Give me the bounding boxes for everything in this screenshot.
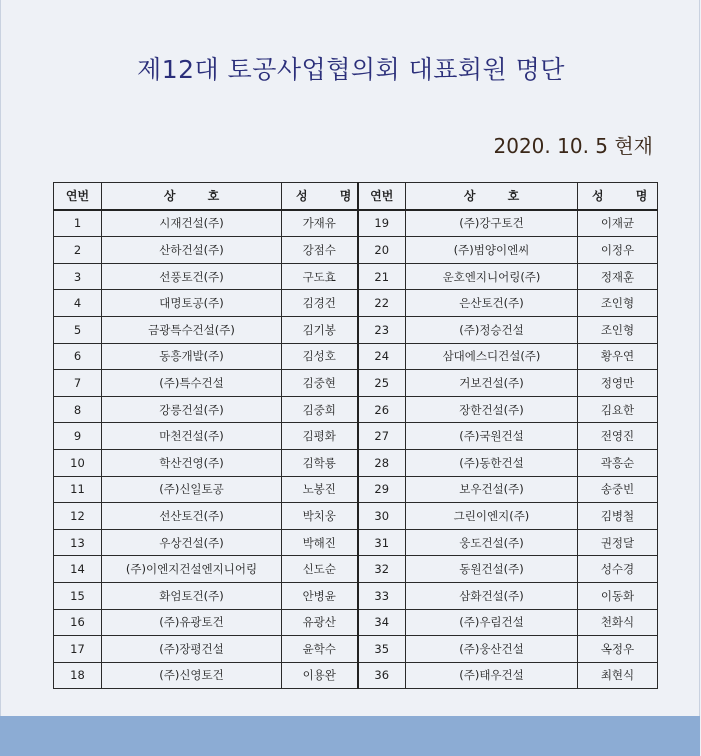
cell-name: 이동화 — [578, 582, 658, 609]
cell-name: 윤학수 — [282, 636, 358, 663]
cell-name: 정재훈 — [578, 263, 658, 290]
cell-name: 정영만 — [578, 370, 658, 397]
cell-no: 20 — [358, 237, 406, 264]
cell-name: 송중빈 — [578, 476, 658, 503]
table-row — [54, 370, 658, 397]
header-no: 연번 — [54, 183, 102, 210]
cell-no: 27 — [358, 423, 406, 450]
table-row — [54, 503, 658, 530]
cell-company: 대명토공(주) — [102, 290, 282, 317]
cell-no: 23 — [358, 316, 406, 343]
header-no: 연번 — [358, 183, 406, 210]
cell-name: 곽흥순 — [578, 449, 658, 476]
cell-company: (주)이엔지건설엔지니어링 — [102, 556, 282, 583]
cell-no: 12 — [54, 503, 102, 530]
cell-company: 거보건설(주) — [406, 370, 578, 397]
cell-name: 김평화 — [282, 423, 358, 450]
cell-name: 김중현 — [282, 370, 358, 397]
cell-no: 3 — [54, 263, 102, 290]
cell-name: 천화식 — [578, 609, 658, 636]
table-row — [54, 662, 658, 689]
cell-no: 14 — [54, 556, 102, 583]
cell-no: 24 — [358, 343, 406, 370]
table-row — [54, 396, 658, 423]
cell-company: (주)장평건설 — [102, 636, 282, 663]
cell-no: 28 — [358, 449, 406, 476]
cell-company: 은산토건(주) — [406, 290, 578, 317]
cell-no: 25 — [358, 370, 406, 397]
cell-name: 이정우 — [578, 237, 658, 264]
cell-name: 김중희 — [282, 396, 358, 423]
cell-company: 삼대에스디건설(주) — [406, 343, 578, 370]
table-row — [54, 237, 658, 264]
cell-no: 16 — [54, 609, 102, 636]
cell-name: 안병윤 — [282, 582, 358, 609]
cell-name: 김경건 — [282, 290, 358, 317]
cell-no: 32 — [358, 556, 406, 583]
cell-name: 가재유 — [282, 210, 358, 237]
table-row — [54, 210, 658, 237]
table-row — [54, 316, 658, 343]
table-row — [54, 263, 658, 290]
date-label: 2020. 10. 5 현재 — [493, 134, 653, 158]
table-row — [54, 636, 658, 663]
cell-name: 권정달 — [578, 529, 658, 556]
header-company: 상 호 — [406, 183, 578, 210]
cell-name: 옥정우 — [578, 636, 658, 663]
cell-name: 구도효 — [282, 263, 358, 290]
cell-name: 전영진 — [578, 423, 658, 450]
cell-name: 강점수 — [282, 237, 358, 264]
cell-company: 마천건설(주) — [102, 423, 282, 450]
table-row — [54, 423, 658, 450]
cell-no: 9 — [54, 423, 102, 450]
cell-no: 13 — [54, 529, 102, 556]
cell-name: 김병철 — [578, 503, 658, 530]
table-row — [54, 609, 658, 636]
header-name: 성 명 — [578, 183, 658, 210]
cell-name: 최현식 — [578, 662, 658, 689]
cell-company: 선산토건(주) — [102, 503, 282, 530]
cell-no: 7 — [54, 370, 102, 397]
table-row — [54, 343, 658, 370]
cell-name: 조인형 — [578, 316, 658, 343]
cell-company: (주)신일토공 — [102, 476, 282, 503]
cell-name: 노봉진 — [282, 476, 358, 503]
cell-company: (주)태우건설 — [406, 662, 578, 689]
cell-company: 산하건설(주) — [102, 237, 282, 264]
cell-company: (주)동한건설 — [406, 449, 578, 476]
cell-company: 우상건설(주) — [102, 529, 282, 556]
cell-company: (주)범양이엔씨 — [406, 237, 578, 264]
cell-no: 5 — [54, 316, 102, 343]
cell-company: 웅도건설(주) — [406, 529, 578, 556]
cell-no: 26 — [358, 396, 406, 423]
cell-company: 학산건영(주) — [102, 449, 282, 476]
table-row — [54, 290, 658, 317]
cell-company: 운호엔지니어링(주) — [406, 263, 578, 290]
cell-name: 김요한 — [578, 396, 658, 423]
cell-no: 18 — [54, 662, 102, 689]
cell-no: 36 — [358, 662, 406, 689]
cell-name: 성수경 — [578, 556, 658, 583]
cell-no: 8 — [54, 396, 102, 423]
cell-company: 보우건설(주) — [406, 476, 578, 503]
cell-company: 장한건설(주) — [406, 396, 578, 423]
cell-no: 31 — [358, 529, 406, 556]
cell-company: (주)정승건설 — [406, 316, 578, 343]
member-roster-table — [53, 182, 662, 689]
cell-no: 10 — [54, 449, 102, 476]
cell-company: (주)우림건설 — [406, 609, 578, 636]
cell-company: 강릉건설(주) — [102, 396, 282, 423]
table-header-row — [54, 183, 658, 210]
cell-no: 1 — [54, 210, 102, 237]
cell-company: 동원건설(주) — [406, 556, 578, 583]
cell-name: 이재균 — [578, 210, 658, 237]
cell-name: 황우연 — [578, 343, 658, 370]
cell-no: 22 — [358, 290, 406, 317]
cell-name: 김학룡 — [282, 449, 358, 476]
cell-no: 4 — [54, 290, 102, 317]
cell-company: (주)유광토건 — [102, 609, 282, 636]
cell-name: 신도순 — [282, 556, 358, 583]
cell-company: (주)신영토건 — [102, 662, 282, 689]
cell-company: (주)특수건설 — [102, 370, 282, 397]
cell-no: 34 — [358, 609, 406, 636]
cell-no: 29 — [358, 476, 406, 503]
document-title: 제12대 토공사업협의회 대표회원 명단 — [137, 55, 565, 84]
cell-name: 김성호 — [282, 343, 358, 370]
cell-company: 시재건설(주) — [102, 210, 282, 237]
cell-no: 17 — [54, 636, 102, 663]
header-company: 상 호 — [102, 183, 282, 210]
cell-no: 15 — [54, 582, 102, 609]
cell-no: 11 — [54, 476, 102, 503]
cell-company: 동흥개발(주) — [102, 343, 282, 370]
cell-name: 유광산 — [282, 609, 358, 636]
table-body — [54, 210, 658, 689]
cell-name: 박해진 — [282, 529, 358, 556]
table-row — [54, 476, 658, 503]
cell-no: 19 — [358, 210, 406, 237]
cell-company: 금광특수건설(주) — [102, 316, 282, 343]
cell-name: 조인형 — [578, 290, 658, 317]
cell-no: 21 — [358, 263, 406, 290]
cell-no: 30 — [358, 503, 406, 530]
cell-company: 삼화건설(주) — [406, 582, 578, 609]
cell-company: (주)웅산건설 — [406, 636, 578, 663]
cell-no: 6 — [54, 343, 102, 370]
table-row — [54, 556, 658, 583]
cell-name: 이용완 — [282, 662, 358, 689]
cell-company: 그린이엔지(주) — [406, 503, 578, 530]
cell-no: 35 — [358, 636, 406, 663]
cell-company: (주)국원건설 — [406, 423, 578, 450]
table-row — [54, 529, 658, 556]
cell-no: 33 — [358, 582, 406, 609]
cell-name: 김기봉 — [282, 316, 358, 343]
cell-company: 선풍토건(주) — [102, 263, 282, 290]
table-row — [54, 449, 658, 476]
cell-company: 화엄토건(주) — [102, 582, 282, 609]
header-name: 성 명 — [282, 183, 358, 210]
cell-no: 2 — [54, 237, 102, 264]
table-row — [54, 582, 658, 609]
cell-name: 박치웅 — [282, 503, 358, 530]
cell-company: (주)강구토건 — [406, 210, 578, 237]
footer-band — [0, 716, 700, 756]
